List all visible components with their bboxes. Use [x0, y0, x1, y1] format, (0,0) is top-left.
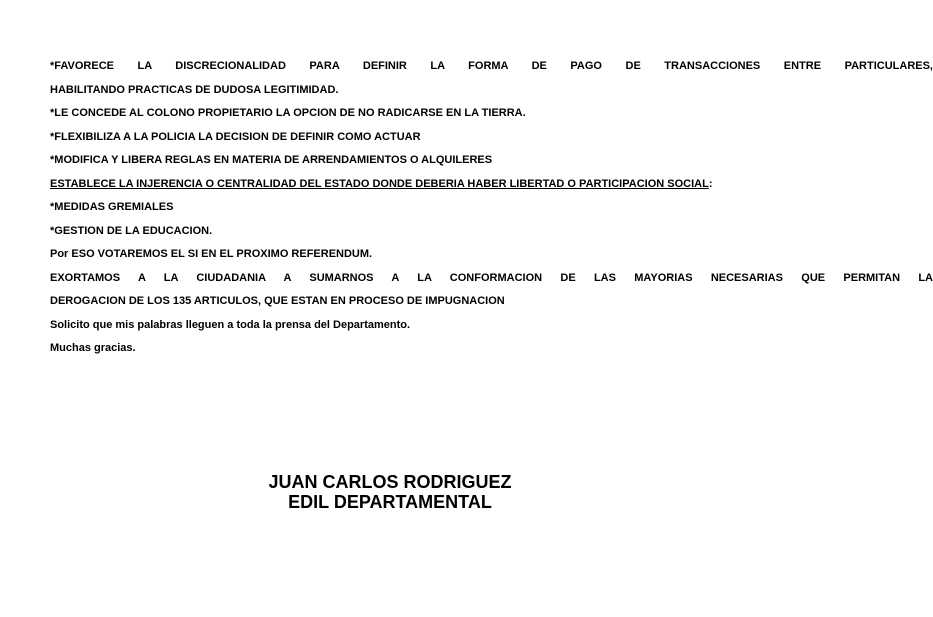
- text-line-flexibiliza: *FLEXIBILIZA A LA POLICIA LA DECISION DE DEFINIR COMO ACTUAR: [50, 130, 421, 143]
- document-body: [50, 55, 933, 361]
- text-line-favorece: *FAVORECE LA DISCRECIONALIDAD PARA DEFINIR LA FORMA DE PAGO DE TRANSACCIONES ENTRE PARTICULARES,: [50, 60, 933, 72]
- closing-thanks: Muchas gracias.: [50, 342, 136, 354]
- signature-block: [230, 472, 550, 512]
- signature-name: JUAN CARLOS RODRIGUEZ: [268, 472, 512, 492]
- text-line-exortamos: EXORTAMOS A LA CIUDADANIA A SUMARNOS A LA CONFORMACION DE LAS MAYORIAS NECESARIAS QUE PERMITAN LA: [50, 271, 933, 284]
- text-line-medidas-gremiales: *MEDIDAS GREMIALES: [50, 201, 174, 213]
- text-line-habilitando: HABILITANDO PRACTICAS DE DUDOSA LEGITIMIDAD.: [50, 83, 339, 96]
- underlined-heading-line: [50, 173, 933, 197]
- text-line-derogacion: DEROGACION DE LOS 135 ARTICULOS, QUE ESTAN EN PROCESO DE IMPUGNACION: [50, 295, 505, 307]
- text-line-modifica: *MODIFICA Y LIBERA REGLAS EN MATERIA DE ARRENDAMIENTOS O ALQUILERES: [50, 154, 493, 166]
- underlined-heading: ESTABLECE LA INJERENCIA O CENTRALIDAD DEL ESTADO DONDE DEBERIA HABER LIBERTAD O PARTICIPACION SOCIAL: [50, 177, 709, 190]
- text-line-votaremos: Por ESO VOTAREMOS EL SI EN EL PROXIMO REFERENDUM.: [50, 248, 373, 260]
- text-line-concede: *LE CONCEDE AL COLONO PROPIETARIO LA OPCION DE NO RADICARSE EN LA TIERRA.: [50, 107, 526, 119]
- text-line-gestion-educacion: *GESTION DE LA EDUCACION.: [50, 224, 213, 237]
- closing-request: Solicito que mis palabras lleguen a toda la prensa del Departamento.: [50, 318, 411, 331]
- underlined-heading-suffix: :: [708, 177, 713, 190]
- signature-title: EDIL DEPARTAMENTAL: [288, 492, 492, 512]
